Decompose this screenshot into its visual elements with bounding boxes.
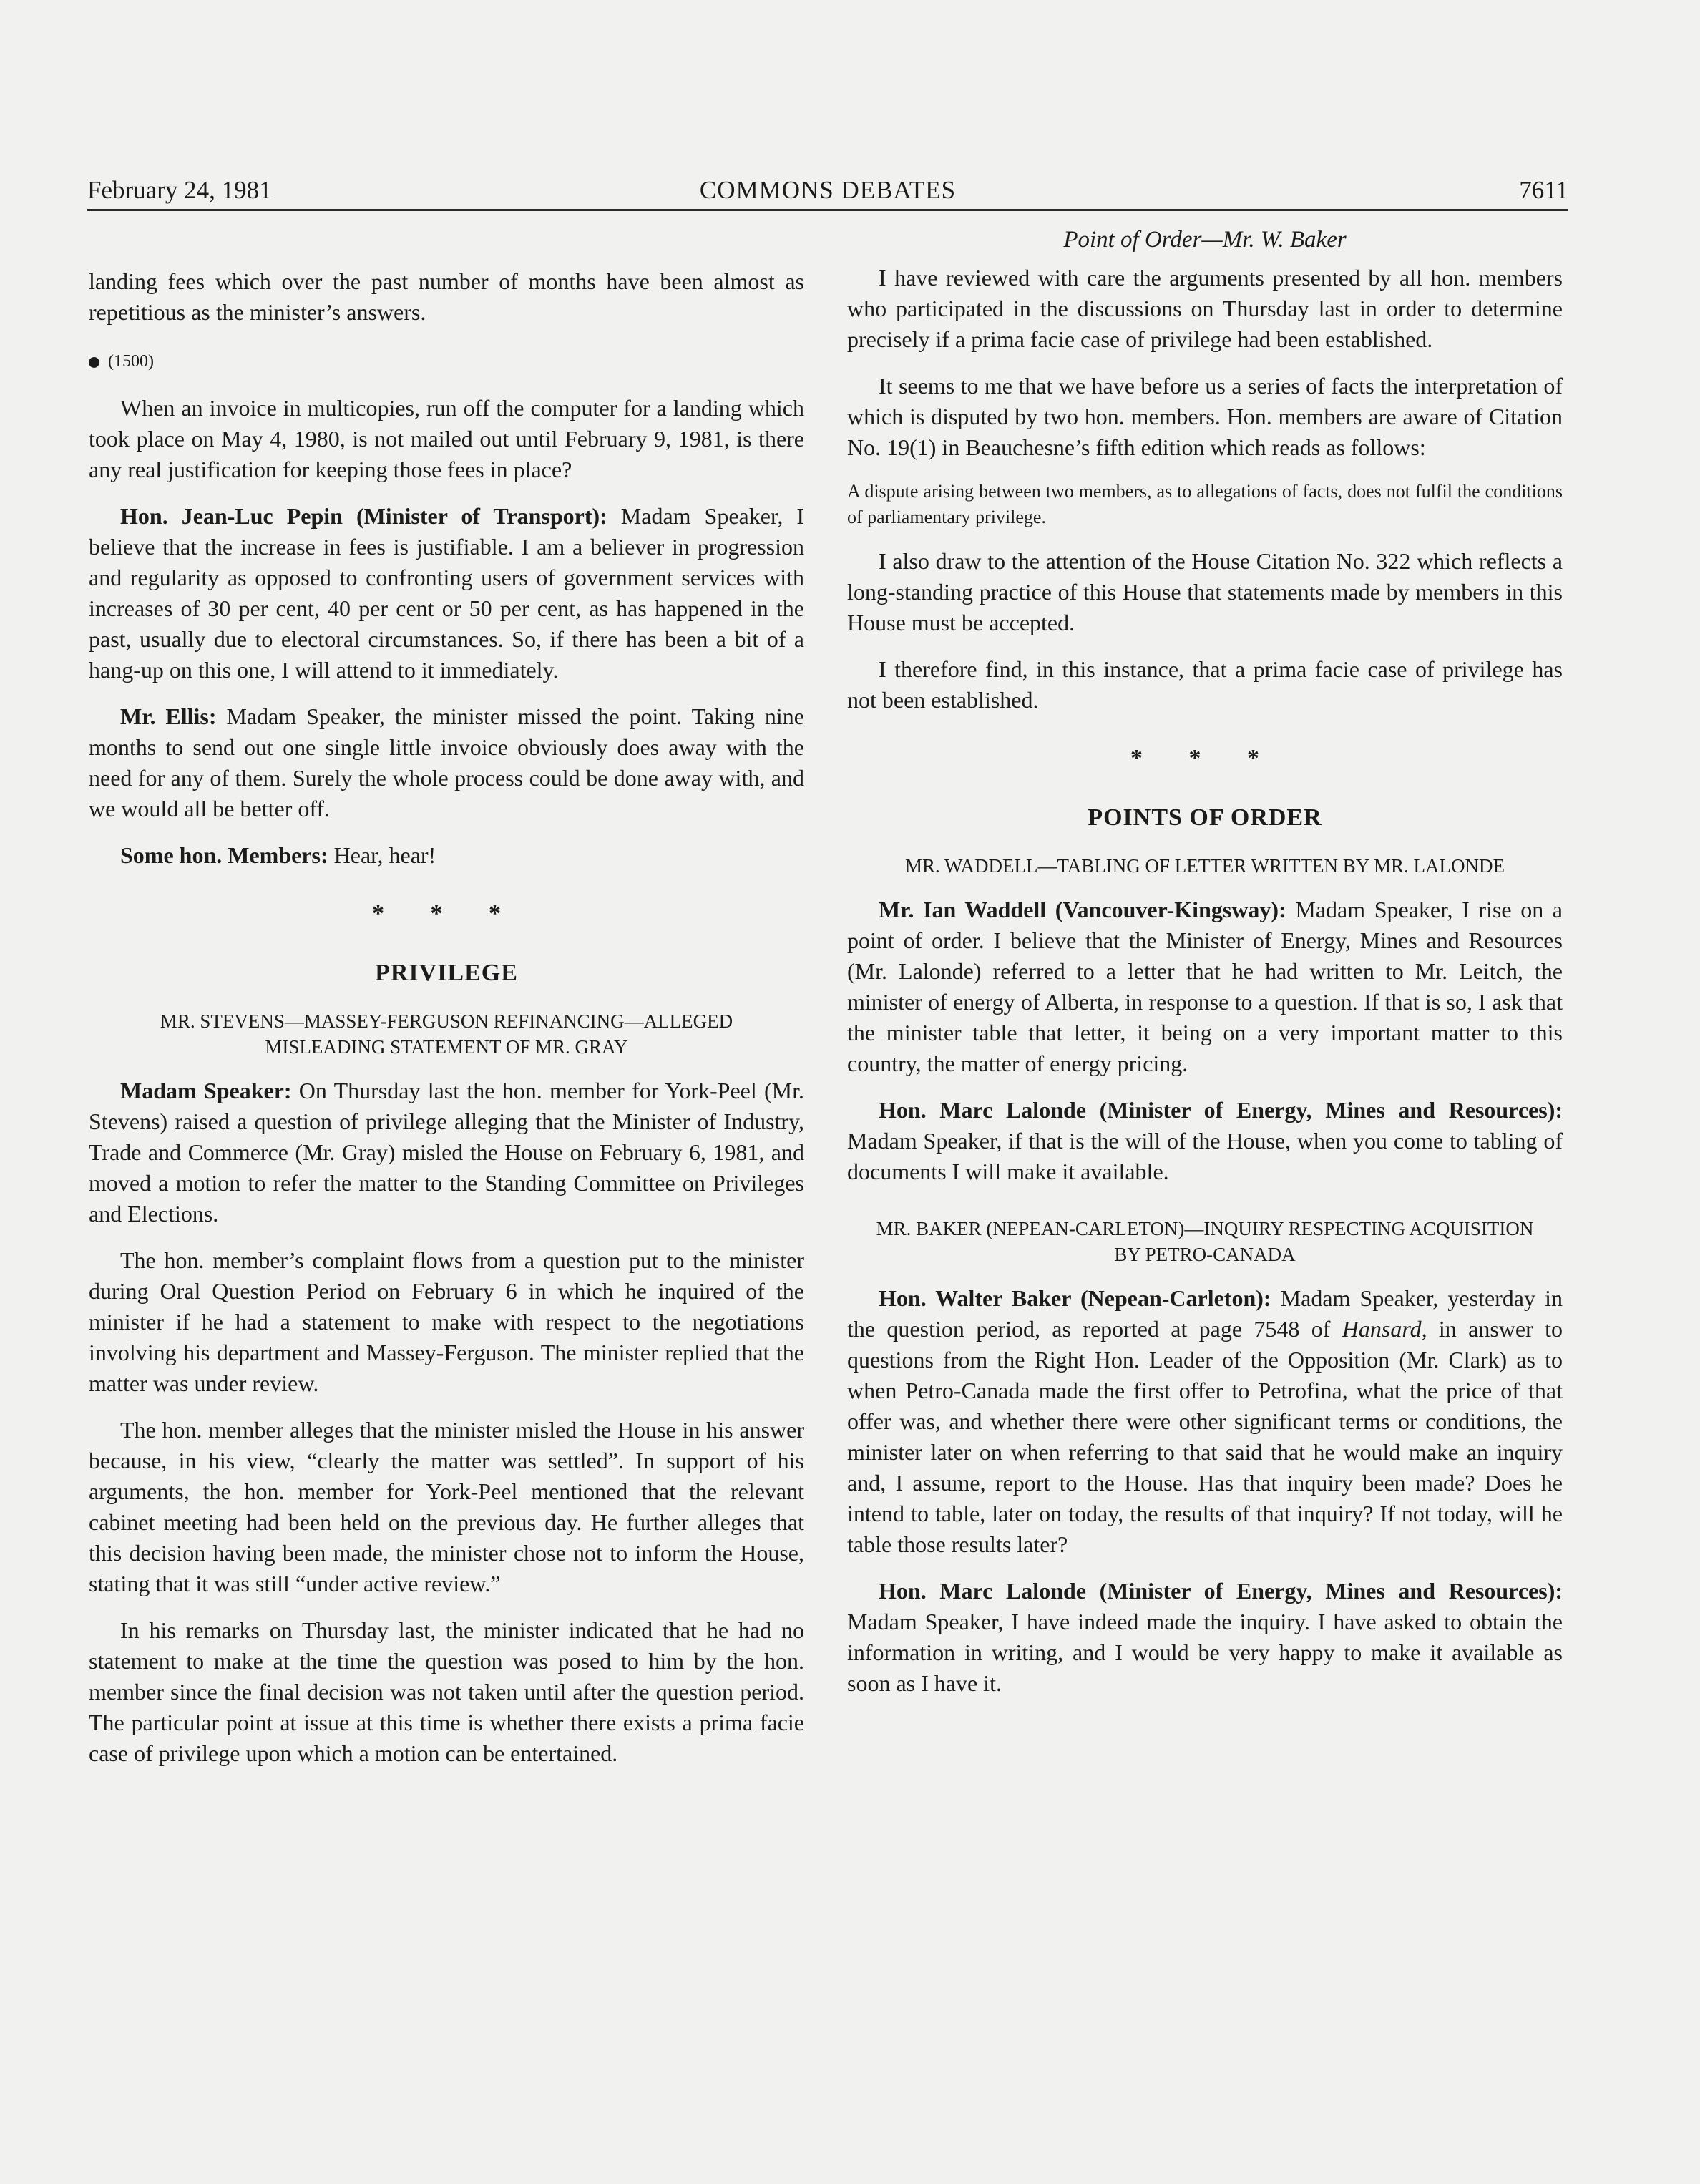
speech-paragraph <box>89 501 804 686</box>
speech-text: Madam Speaker, yesterday in the question period, as reported at page 7548 of <box>847 1285 1563 1342</box>
subheading: MR. BAKER (NEPEAN-CARLETON)—INQUIRY RESPECTING ACQUISITION BY PETRO-CANADA <box>876 1218 1534 1265</box>
speaker-name: Mr. Ellis: <box>120 703 217 729</box>
speaker-name: Hon. Marc Lalonde (Minister of Energy, Mines and Resources): <box>879 1578 1563 1604</box>
paragraph: It seems to me that we have before us a series of facts the interpretation of which is disputed by two hon. members. Hon. members are aware of Citation No. 19(1) in Beauchesne’s fifth edition which reads as follows: <box>847 373 1563 460</box>
page-number: 7611 <box>1519 176 1568 204</box>
speech-text: Madam Speaker, I rise on a point of order. I believe that the Minister of Energy, Mines and Resources (Mr. Lalonde) referred to a letter that he had written to Mr. Leitch, the minister of energy of Alberta, in response to a question. If that is so, I ask that the minister table that letter, it being on a very important matter to this country, the matter of energy pricing. <box>847 897 1563 1076</box>
paragraph: landing fees which over the past number of months have been almost as repetitious as the minister’s answers. <box>89 268 804 325</box>
speaker-name: Hon. Marc Lalonde (Minister of Energy, Mines and Resources): <box>879 1097 1563 1123</box>
speech-text: Madam Speaker, I believe that the increase in fees is justifiable. I am a believer in progression and regularity as opposed to confronting users of government services with increases of 30 per cent, 40 per cent or 50 per cent, as has happened in the past, usually due to electoral circumstances. So, if there has been a bit of a hang-up on this one, I will attend to it immediately. <box>89 503 805 683</box>
speech-paragraph <box>847 894 1563 1079</box>
header-title: COMMONS DEBATES <box>699 176 957 204</box>
speech-text: Madam Speaker, the minister missed the point. Taking nine months to send out one single little invoice obviously does away with the need for any of them. Surely the whole process could be done away with, and we would all be better off. <box>89 703 804 822</box>
paragraph: I also draw to the attention of the House Citation No. 322 which reflects a long-standing practice of this House that statements made by members in this House must be accepted. <box>847 548 1563 635</box>
time-marker <box>89 346 804 377</box>
speech-paragraph <box>89 1076 804 1229</box>
bullet-icon <box>89 357 99 368</box>
speech-paragraph <box>847 1283 1563 1560</box>
paragraph: I have reviewed with care the arguments presented by all hon. members who participated in the discussions on Thursday last in order to determine precisely if a prima facie case of privilege had been established. <box>847 265 1563 352</box>
block-quote: A dispute arising between two members, as to allegations of facts, does not fulfil the conditions of parliamentary privilege. <box>847 481 1563 527</box>
paragraph: I therefore find, in this instance, that a prima facie case of privilege has not been established. <box>847 656 1563 713</box>
subheading: MR. WADDELL—TABLING OF LETTER WRITTEN BY MR. LALONDE <box>904 855 1505 877</box>
speech-paragraph <box>847 1095 1563 1187</box>
speech-text: Madam Speaker, if that is the will of the House, when you come to tabling of documents I will make it available. <box>847 1128 1563 1184</box>
section-separator: * * * <box>372 900 521 927</box>
time-marker-label: (1500) <box>108 352 154 371</box>
left-column <box>89 266 804 1769</box>
speaker-name: Madam Speaker: <box>120 1078 292 1103</box>
paragraph: In his remarks on Thursday last, the minister indicated that he had no statement to make at the time the question was posed to him by the hon. member since the final decision was not taken until after the question period. The particular point at issue at this time is whether there exists a prima facie case of privilege upon which a motion can be entertained. <box>89 1617 804 1766</box>
publication-title: Hansard, <box>1342 1316 1427 1342</box>
speaker-name: Hon. Jean-Luc Pepin (Minister of Transport): <box>120 503 607 529</box>
speech-paragraph <box>89 840 804 871</box>
speaker-name: Some hon. Members: <box>120 842 328 868</box>
speech-paragraph <box>847 1576 1563 1699</box>
speaker-name: Mr. Ian Waddell (Vancouver-Kingsway): <box>879 897 1286 922</box>
paragraph: When an invoice in multicopies, run off the computer for a landing which took place on May 4, 1980, is not mailed out until February 9, 1981, is there any real justification for keeping those fees in place? <box>89 395 804 482</box>
paragraph: The hon. member alleges that the minister misled the House in his answer because, in his view, “clearly the matter was settled”. In support of his arguments, the hon. member for York-Peel mentioned that the relevant cabinet meeting had been held on the previous day. He further alleges that this decision having been made, the minister chose not to inform the House, stating that it was still “under active review.” <box>89 1417 804 1596</box>
speech-text: in answer to questions from the Right Hon. Leader of the Opposition (Mr. Clark) as to when Petro-Canada made the first offer to Petrofina, what the price of that offer was, and whether there were other significant terms or conditions, the minister later on when referring to that said that he would make an inquiry and, I assume, report to the House. Has that inquiry been made? Does he intend to table, later on today, the results of that inquiry? If not today, will he table those results later? <box>847 1316 1563 1557</box>
page-header <box>87 176 1568 211</box>
right-column <box>847 225 1563 1699</box>
speech-text: Hear, hear! <box>328 842 436 868</box>
speech-paragraph <box>89 701 804 824</box>
speech-text: On Thursday last the hon. member for York-Peel (Mr. Stevens) raised a question of privilege alleging that the Minister of Industry, Trade and Commerce (Mr. Gray) misled the House on February 6, 1981, and moved a motion to refer the matter to the Standing Committee on Privileges and Elections. <box>89 1078 805 1227</box>
subheading: MR. STEVENS—MASSEY-FERGUSON REFINANCING—ALLEGED MISLEADING STATEMENT OF MR. GRAY <box>160 1010 733 1058</box>
header-date: February 24, 1981 <box>87 176 272 204</box>
section-title: POINTS OF ORDER <box>1088 804 1322 831</box>
running-head: Point of Order—Mr. W. Baker <box>1063 227 1347 253</box>
speech-text: Madam Speaker, I have indeed made the inquiry. I have asked to obtain the information in writing, and I would be very happy to make it available as soon as I have it. <box>847 1609 1563 1696</box>
paragraph: The hon. member’s complaint flows from a question put to the minister during Oral Question Period on February 6 in which he inquired of the minister if he had a statement to make with respect to the negotiations involving his department and Massey-Ferguson. The minister replied that the matter was under review. <box>89 1247 804 1396</box>
section-title: PRIVILEGE <box>375 960 518 986</box>
speaker-name: Hon. Walter Baker (Nepean-Carleton): <box>879 1285 1271 1311</box>
section-separator: * * * <box>1130 745 1279 771</box>
